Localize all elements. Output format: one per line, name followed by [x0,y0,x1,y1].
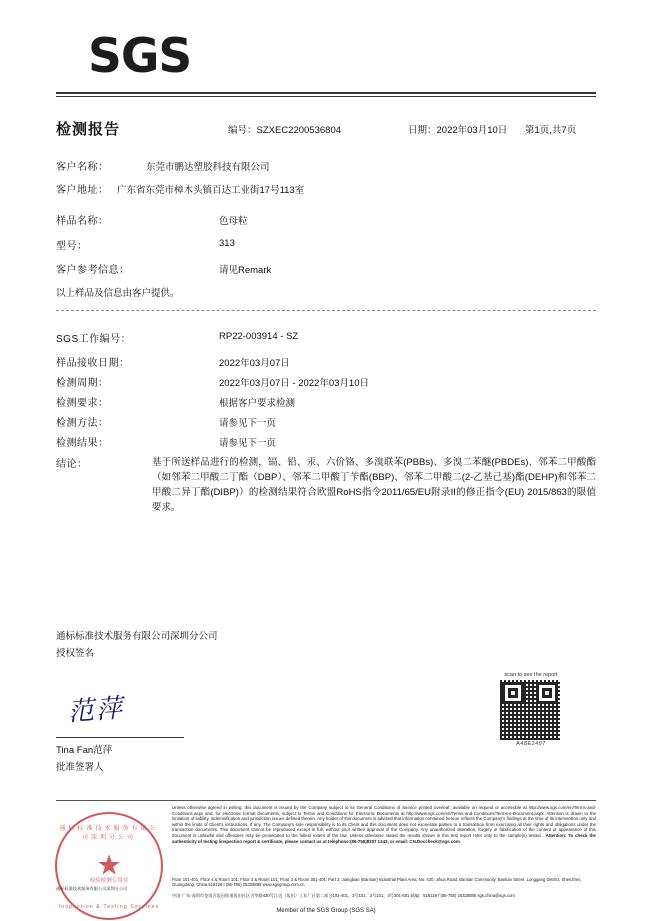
conclusion-text: 基于所送样品进行的检测，镉、铅、汞、六价铬、多溴联苯(PBBs)、多溴二苯醚(PBDEs)、邻苯二甲酸酯（如邻苯二甲酸二丁酯（DBP）、邻苯二甲酸丁苄酯(BBP)、邻苯二甲酸二(2-乙基己基)酯(DEHP)和邻苯二甲酸二异丁酯(DIBP)）的检测结果符合欧盟RoHS指令2011/65/EU附录II的修正指令(EU) 2015/863的限值要求。 [152,457,596,513]
client-reference-label: 客户参考信息： [56,265,130,276]
footer-email: sgs.china@sgs.com [477,893,515,898]
member-line: Member of the SGS Group (SGS SA) [276,908,376,914]
footer-divider [56,800,596,801]
test-method-value: 请参见下一页 [219,418,277,429]
issuing-company: 通标标准技术服务有限公司深圳分公司 [56,631,218,642]
sample-name-value: 色母粒 [219,216,248,227]
conclusion-label: 结论： [56,459,88,470]
sample-name-label: 样品名称： [56,216,109,227]
job-number-label: SGS工作编号： [56,334,132,345]
client-name-value: 东莞市鹏达塑胶科技有限公司 [146,162,270,173]
authorized-signature-label: 授权签名 [56,648,95,659]
seal-bottom-text: Inspection & Testing Services [58,904,160,910]
qr-caption: scan to see the report [504,672,558,678]
client-note: 以上样品及信息由客户提供。 [56,288,180,299]
footer-address-cn [172,893,596,898]
footer-disclaimer [172,805,596,844]
receive-date-label: 样品接收日期： [56,358,130,369]
model-label: 型号： [56,241,88,252]
job-number-value: RP22-003914 - SZ [219,331,299,342]
client-address-label: 客户地址： [56,185,109,196]
company-seal [55,812,163,920]
report-date: 日期：2022年03月10日 [408,125,508,136]
signatory-role: 批准签署人 [56,762,104,773]
page-indicator: 第1页,共7页 [525,125,577,136]
client-reference-value: 请见Remark [219,265,272,276]
header-divider-thin [56,96,596,97]
qr-code-icon[interactable] [500,680,560,740]
client-address-value: 广东省东莞市樟木头镇百达工业街17号113室 [117,185,305,196]
star-icon: ★ [96,849,122,881]
report-number: 编号：SZXEC2200536804 [228,125,342,136]
seal-middle-text: 检验检测专用章 [89,878,129,884]
receive-date-value: 2022年03月07日 [219,358,290,369]
test-requirement-value: 根据客户要求检测 [219,398,296,409]
client-name-label: 客户名称： [56,162,109,173]
signature-rule [56,737,184,738]
test-result-value: 请参见下一页 [219,438,277,449]
footer-company-cn: 通标标准技术服务有限公司深圳分公司 [56,886,128,891]
page-title: 检测报告 [56,121,121,138]
header-divider [56,92,596,94]
test-period-label: 检测周期： [56,378,109,389]
footer-address-cn-text: 中国·广东·深圳市龙岗区坂田街道坂田社区吉华路430号江边（坂田）工业厂区第二部分101-401、3号101、3号101、3号301-501 邮编：518129 [172,893,438,898]
footer-contact-text: Attention: To check the authenticity of testing /inspection report & certificate, please contact us at telephone:(86-755)8307 1443, or email: CN.Doccheck@sgs.com [172,832,596,844]
section-divider-1 [56,310,596,311]
footer-tel: t (86-755) 25328888 [223,882,262,888]
seal-top-text: 通标标准技术服务有限公司深圳分公司 [59,826,159,841]
qr-id: A48E2497 [516,741,546,747]
qr-block [500,672,562,747]
footer-address-en-text: Floor 101-401, Floor 4 & Room 101, Floor 3 & Room 101, Floor 3 & Room 301-401, Part 2, Jiangbian (Bantian) Industrial Plant Area, No. 430, Jihua Road, Bantian Community, Bantian Street, Longgang District, Shenzhen, Guangdong, China 518129 [172,877,582,888]
test-requirement-label: 检测要求： [56,398,109,409]
model-value: 313 [219,238,235,249]
footer-address-en [172,877,596,888]
footer-web: www.sgsgroup.com.cn [262,882,305,888]
test-method-label: 检测方法： [56,418,109,429]
footer-fax: f (86-755) 25328888 [438,893,477,898]
test-period-value: 2022年03月07日 - 2022年03月10日 [219,378,369,389]
sgs-logo: SGS [88,29,192,84]
signatory-name: Tina Fan范萍 [56,745,113,756]
footer-disclaimer-text: Unless otherwise agreed in writing, this document is issued by the Company subject to its General Conditions of Service printed overleaf, available on request or accessible at http://www.sgs.com/en/Terms-and-Conditions.aspx and, for electronic format documents, subject to Terms and Conditions for Electronic Documents at http://www.sgs.com/en/Terms-and-Conditions/Terms-e-Document.aspx. Attention is drawn to the limitation of liability, indemnification and jurisdiction issues defined therein. Any holder of this document is advised that information contained hereon reflects the Company's findings at the time of its intervention only and within the limits of Client's instructions, if any. The Company's sole responsibility is to its Client and this document does not exonerate parties to a transaction from exercising all their rights and obligations under the transaction documents. This document cannot be reproduced except in full, without prior written approval of the Company. Any unauthorized alteration, forgery or falsification of the content or appearance of this document is unlawful and offenders may be prosecuted to the fullest extent of the law. Unless otherwise stated the results shown in this test report refer only to the sample(s) tested . [172,805,596,838]
test-result-label: 检测结果： [56,438,109,449]
handwritten-signature: 范萍 [67,693,126,728]
